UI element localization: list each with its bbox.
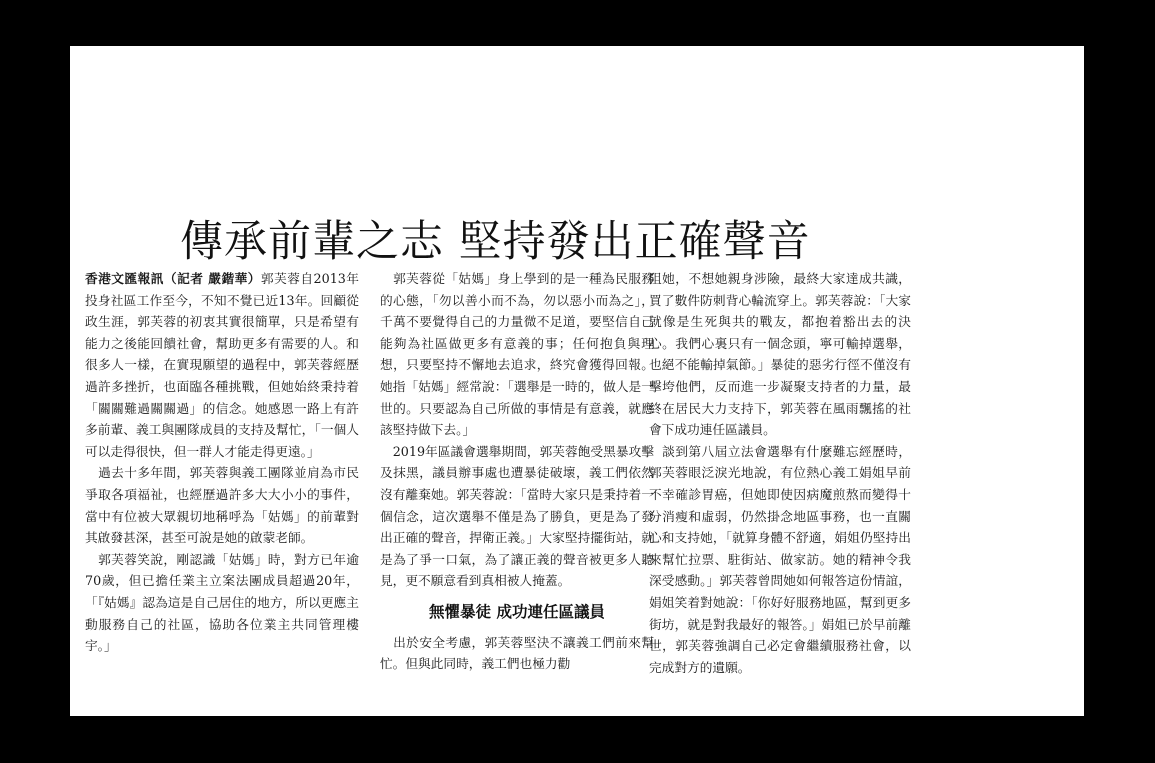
article-paragraph	[85, 462, 359, 548]
article-paragraph	[380, 268, 654, 441]
paragraph-text: 過去十多年間，郭芙蓉與義工團隊並肩為市民爭取各項福祉，也經歷過許多大大小小的事件，當中有位被大眾親切地稱呼為「姑媽」的前輩對其啟發甚深，甚至可說是她的啟蒙老師。	[85, 465, 360, 546]
paragraph-text: 郭芙蓉笑說，剛認識「姑媽」時，對方已年逾70歲，但已擔任業主立案法團成員超過20年，「『姑媽』認為這是自己居住的地方，所以更應主動服務自己的社區，協助各位業主共同管理樓宇。」	[85, 551, 360, 654]
article-paragraph	[649, 441, 911, 679]
article-subheading: 無懼暴徒 成功連任區議員	[429, 602, 605, 621]
article-column-1	[85, 268, 359, 657]
paragraph-text: 出於安全考慮，郭芙蓉堅決不讓義工們前來幫忙。但與此同時，義工們也極力勸	[380, 634, 655, 672]
article-column-3	[649, 268, 911, 678]
article-byline: 香港文匯報訊（記者 嚴鍇華）	[85, 271, 261, 286]
paragraph-text: 阻她，不想她親身涉險，最終大家達成共識，買了數件防刺背心輪流穿上。郭芙蓉說：「大家就像是生死與共的戰友，都抱着豁出去的決心。我們心裏只有一個念頭，寧可輸掉選舉，也絕不能輸掉氣節。」暴徒的惡劣行徑不僅沒有擊垮他們，反而進一步凝聚支持者的力量，最終在居民大力支持下，郭芙蓉在風雨飄搖的社會下成功連任區議員。	[649, 271, 911, 438]
article-column-2	[380, 268, 654, 675]
paragraph-text: 2019年區議會選舉期間，郭芙蓉飽受黑暴攻擊及抹黑，議員辦事處也遭暴徒破壞，義工們依然沒有離棄她。郭芙蓉說：「當時大家只是秉持着一個信念，這次選舉不僅是為了勝負，更是為了發出正確的聲音，捍衛正義。」大家堅持擺街站，就是為了爭一口氣，為了讓正義的聲音被更多人聽見，更不願意看到真相被人掩蓋。	[380, 443, 655, 589]
paragraph-text: 談到第八屆立法會選舉有什麼難忘經歷時，郭芙蓉眼泛淚光地說，有位熱心義工娟姐早前不幸確診胃癌，但她即使因病魔煎熬而變得十分消瘦和虛弱，仍然掛念地區事務，也一直關心和支持她，「就算身體不舒適，娟姐仍堅持出來幫忙拉票、駐街站、做家訪。她的精神令我深受感動。」郭芙蓉曾問她如何報答這份情誼，娟姐笑着對她說：「你好好服務地區，幫到更多街坊，就是對我最好的報答。」娟姐已於早前離世，郭芙蓉強調自己必定會繼續服務社會，以完成對方的遺願。	[649, 443, 912, 675]
article-headline: 傳承前輩之志 堅持發出正確聲音	[180, 217, 811, 267]
paragraph-text: 郭芙蓉從「姑媽」身上學到的是一種為民服務的心態，「勿以善小而不為，勿以惡小而為之」，千萬不要覺得自己的力量微不足道，要堅信自己能夠為社區做更多有意義的事；任何抱負與理想，只要堅持不懈地去追求，終究會獲得回報。她指「姑媽」經常說：「選舉是一時的，做人是一世的。只要認為自己所做的事情是有意義，就應該堅持做下去。」	[380, 271, 655, 438]
article-paragraph	[649, 268, 911, 441]
paragraph-text: 郭芙蓉自2013年投身社區工作至今，不知不覺已近13年。回顧從政生涯，郭芙蓉的初衷其實很簡單，只是希望有能力之後能回饋社會，幫助更多有需要的人。和很多人一樣，在實現願望的過程中，郭芙蓉經歷過許多挫折，也面臨各種挑戰，但她始終秉持着「關關難過關關過」的信念。她感恩一路上有許多前輩、義工與團隊成員的支持及幫忙，「一個人可以走得很快，但一群人才能走得更遠。」	[85, 271, 359, 459]
article-paragraph	[380, 441, 654, 592]
article-paragraph	[380, 632, 654, 675]
article-paragraph	[85, 268, 359, 462]
article-paragraph	[85, 549, 359, 657]
newspaper-clipping	[70, 46, 1084, 716]
